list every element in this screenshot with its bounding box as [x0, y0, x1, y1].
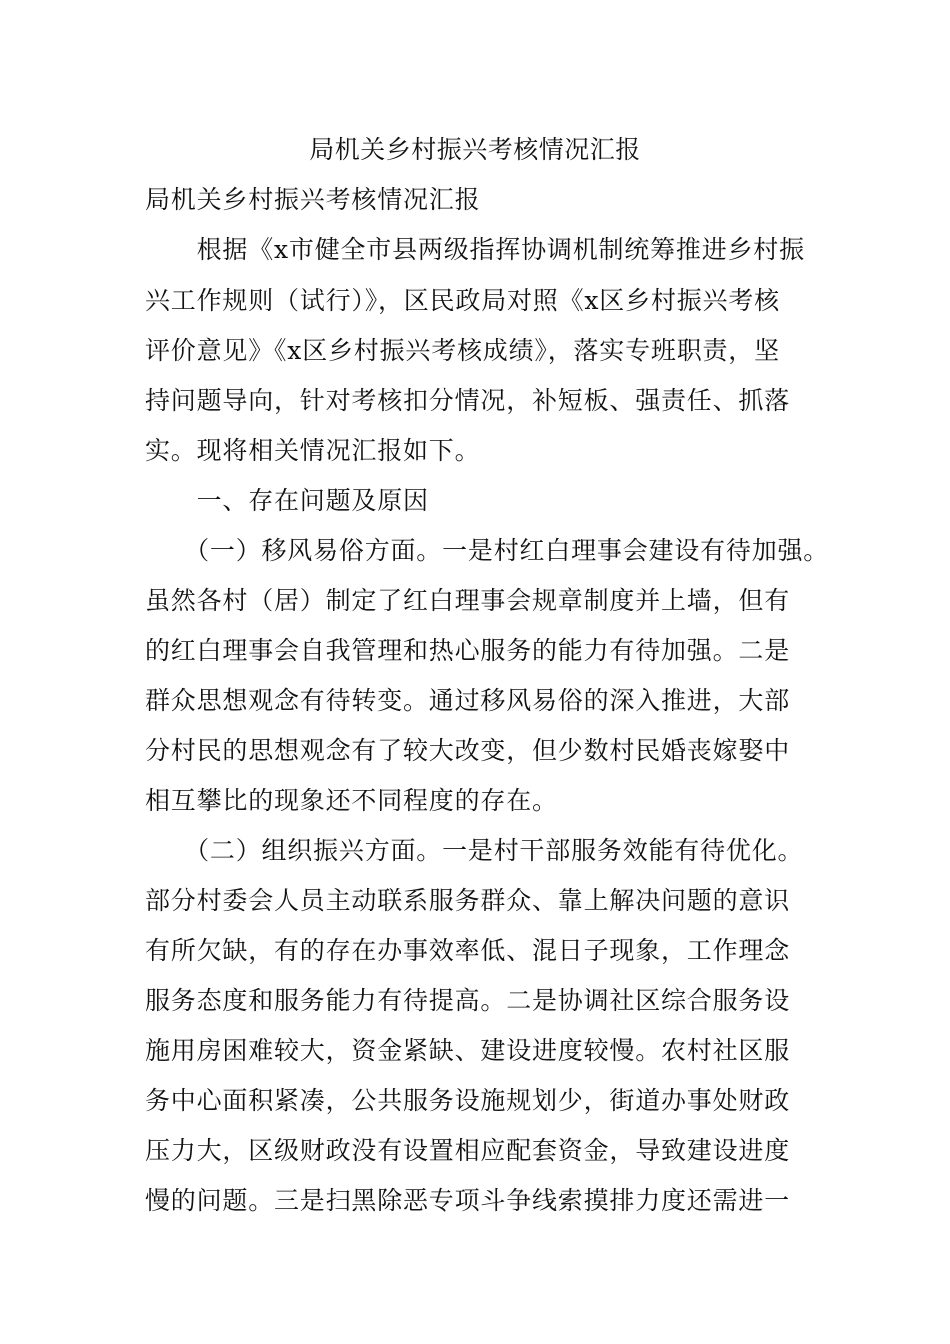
paragraph-line: 施用房困难较大，资金紧缺、建设进度较慢。农村社区服: [145, 1036, 791, 1065]
paragraph-line: 有所欠缺，有的存在办事效率低、混日子现象，工作理念: [145, 936, 791, 965]
document-title: 局机关乡村振兴考核情况汇报: [309, 135, 641, 164]
section-heading: 一、存在问题及原因: [145, 486, 429, 515]
paragraph-line: 持问题导向，针对考核扣分情况，补短板、强责任、抓落: [145, 386, 791, 415]
paragraph-line: （一）移风易俗方面。一是村红白理事会建设有待加强。: [145, 536, 830, 565]
subtitle-line: 局机关乡村振兴考核情况汇报: [145, 185, 481, 214]
paragraph-line: 的红白理事会自我管理和热心服务的能力有待加强。二是: [145, 636, 791, 665]
paragraph-line: 群众思想观念有待转变。通过移风易俗的深入推进，大部: [145, 686, 791, 715]
paragraph-line: 虽然各村（居）制定了红白理事会规章制度并上墙，但有: [145, 586, 791, 615]
paragraph-line: 兴工作规则（试行）》，区民政局对照《x区乡村振兴考核: [145, 286, 780, 315]
paragraph-line: 实。现将相关情况汇报如下。: [145, 436, 481, 465]
paragraph-line: 压力大，区级财政没有设置相应配套资金，导致建设进度: [145, 1136, 791, 1165]
paragraph-line: 务中心面积紧凑，公共服务设施规划少，街道办事处财政: [145, 1086, 791, 1115]
paragraph-line: 根据《x市健全市县两级指挥协调机制统筹推进乡村振: [145, 235, 805, 264]
paragraph-line: 慢的问题。三是扫黑除恶专项斗争线索摸排力度还需进一: [145, 1186, 791, 1215]
paragraph-line: 部分村委会人员主动联系服务群众、靠上解决问题的意识: [145, 886, 791, 915]
paragraph-line: 相互攀比的现象还不同程度的存在。: [145, 786, 558, 815]
paragraph-line: 服务态度和服务能力有待提高。二是协调社区综合服务设: [145, 986, 791, 1015]
paragraph-line: （二）组织振兴方面。一是村干部服务效能有待优化。: [145, 836, 804, 865]
paragraph-line: 分村民的思想观念有了较大改变，但少数村民婚丧嫁娶中: [145, 736, 791, 765]
paragraph-line: 评价意见》《x区乡村振兴考核成绩》，落实专班职责，坚: [145, 336, 780, 365]
